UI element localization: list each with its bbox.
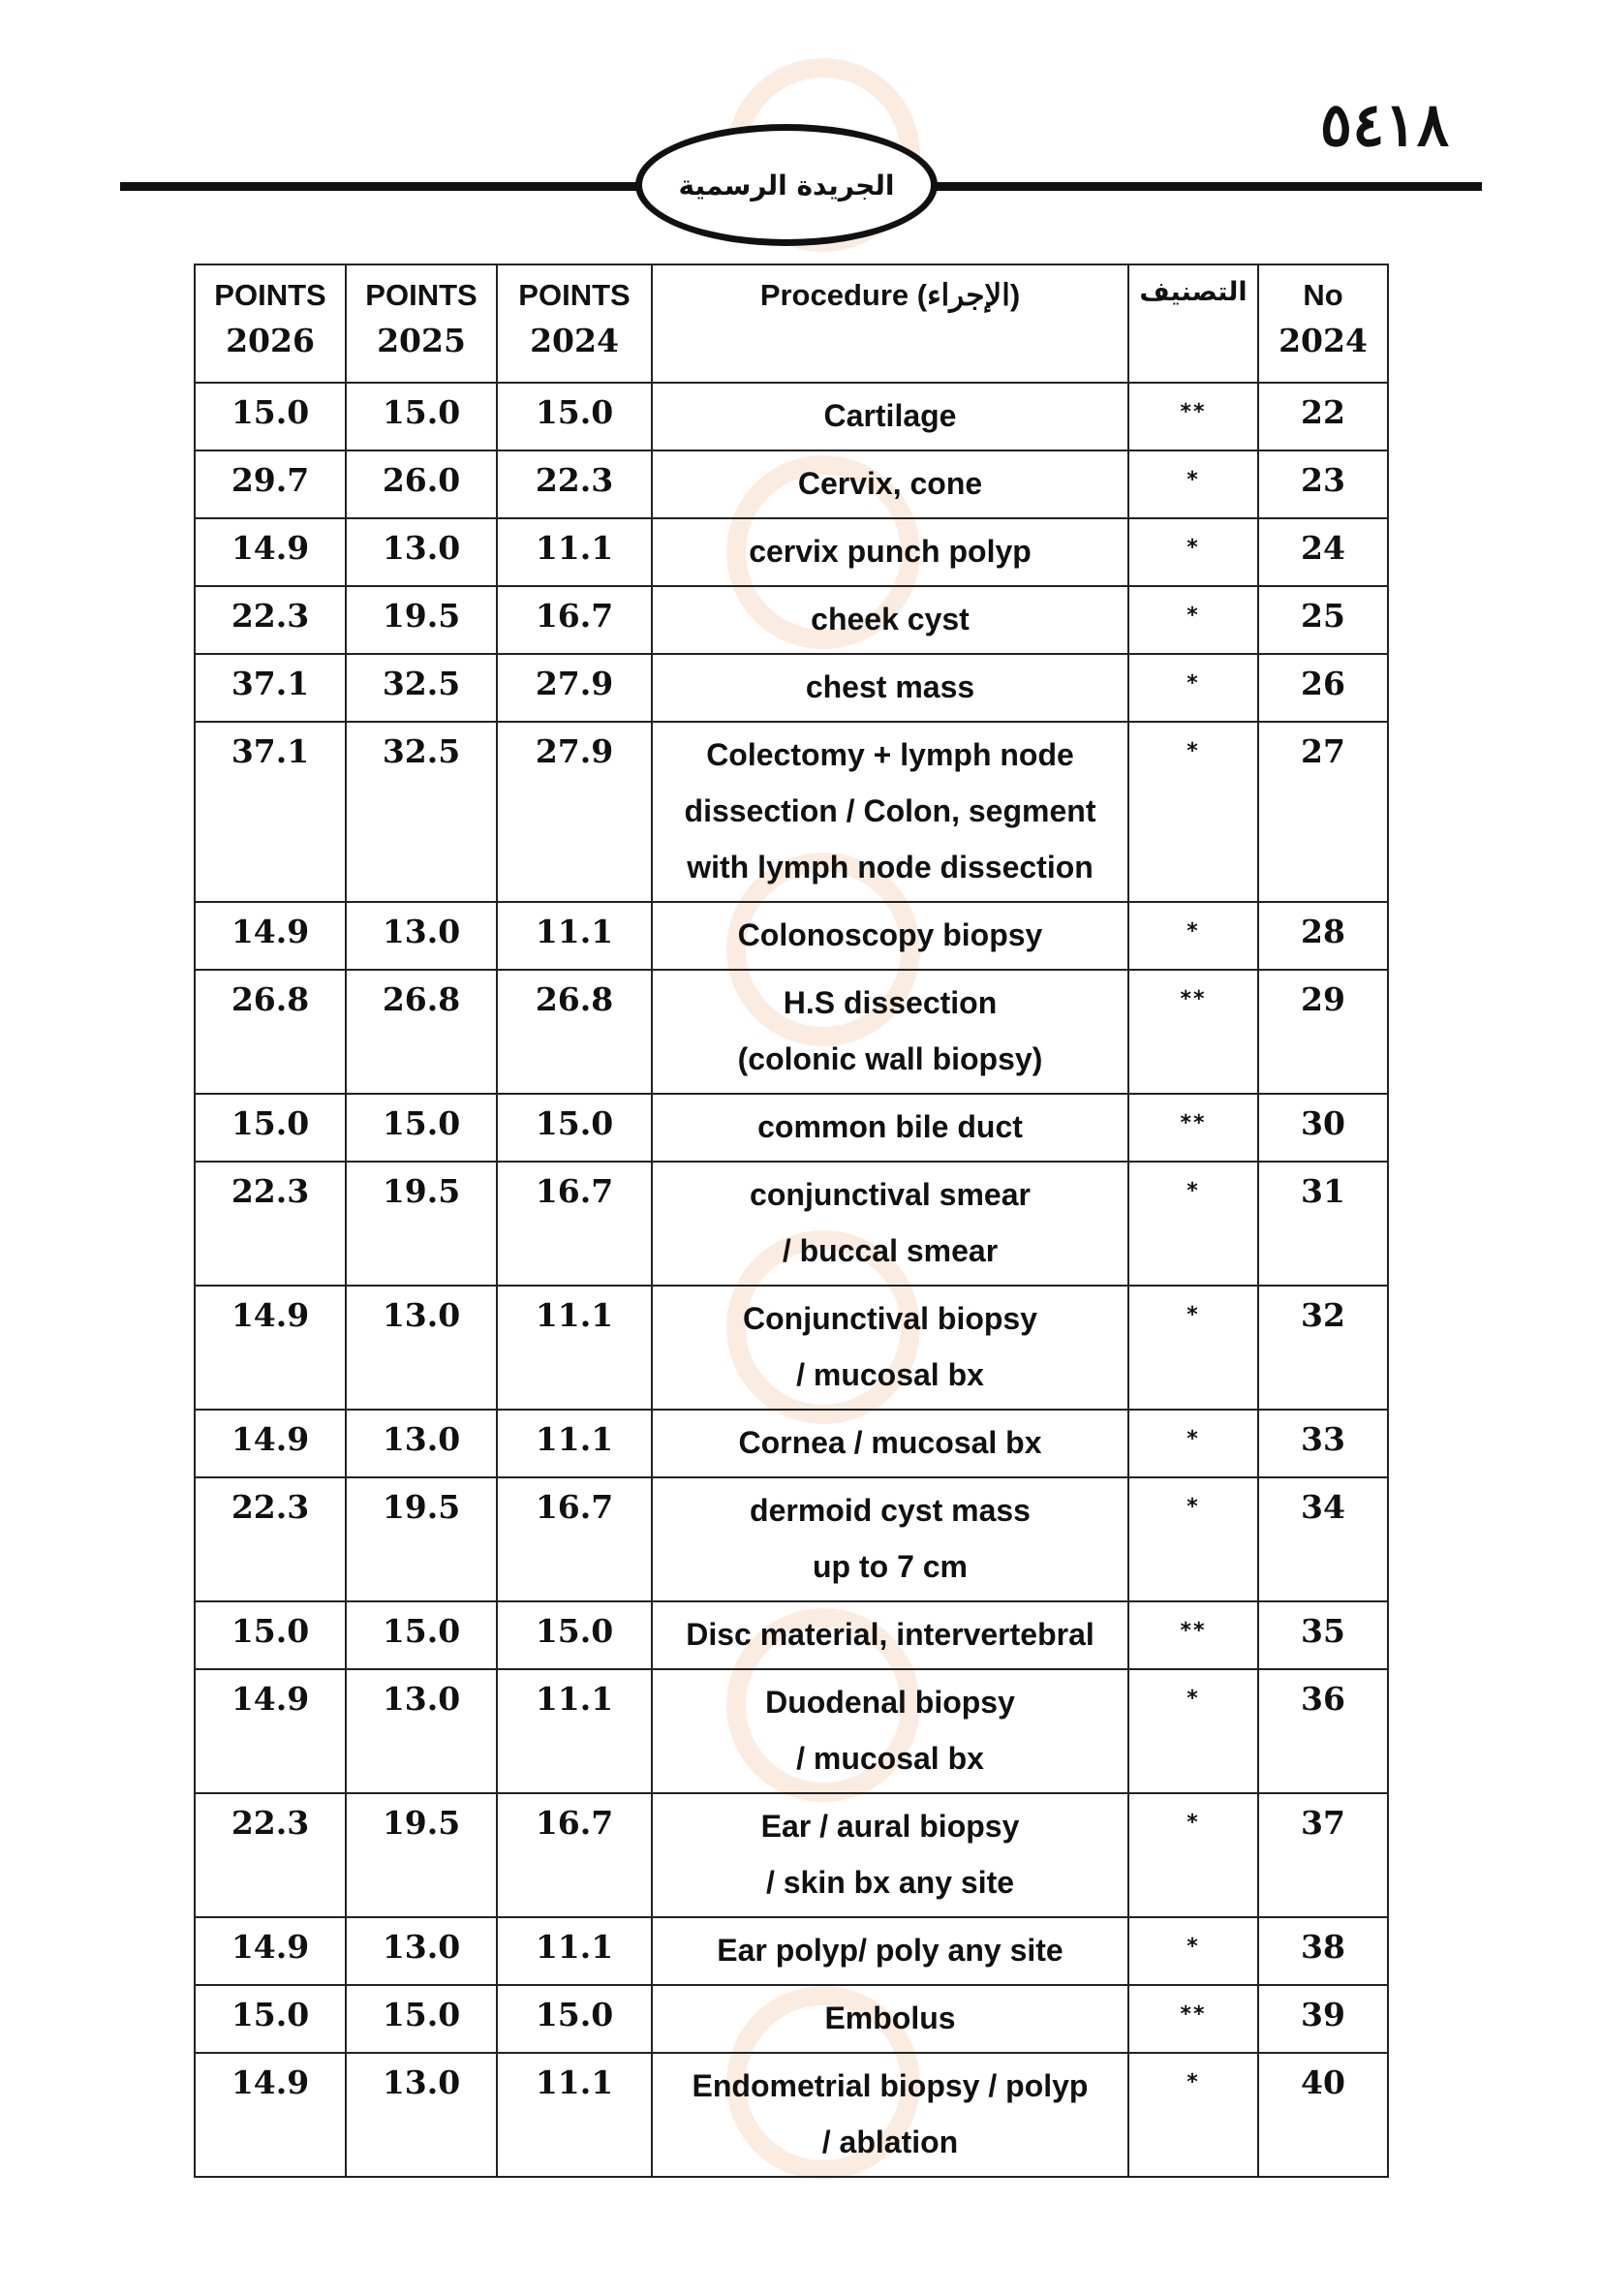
- procedure-line: / buccal smear: [782, 1233, 999, 1268]
- points-2025-cell: 19.5: [346, 1162, 497, 1286]
- classification-cell: **: [1128, 1601, 1258, 1669]
- table-row: [195, 1286, 1388, 1410]
- procedure-cell: [652, 902, 1128, 970]
- points-2024-cell: 11.1: [497, 1917, 652, 1985]
- points-2025-cell: 13.0: [346, 1669, 497, 1793]
- points-2026-cell: 26.8: [195, 970, 346, 1094]
- table-row: [195, 1094, 1388, 1162]
- procedure-line: cheek cyst: [811, 602, 970, 636]
- procedure-line: conjunctival smear: [750, 1177, 1031, 1212]
- points-2025-cell: 32.5: [346, 654, 497, 722]
- points-2026-cell: 14.9: [195, 1286, 346, 1410]
- points-2024-cell: 11.1: [497, 1410, 652, 1477]
- points-2026-cell: 37.1: [195, 722, 346, 902]
- procedure-line: cervix punch polyp: [749, 534, 1032, 569]
- classification-cell: **: [1128, 383, 1258, 450]
- procedure-line: / mucosal bx: [796, 1357, 984, 1392]
- points-2026-cell: 15.0: [195, 1094, 346, 1162]
- classification-cell: *: [1128, 1410, 1258, 1477]
- header-no: No 2024: [1258, 264, 1388, 383]
- no-cell: 33: [1258, 1410, 1388, 1477]
- points-2024-cell: 16.7: [497, 1162, 652, 1286]
- no-cell: 40: [1258, 2053, 1388, 2177]
- points-2025-cell: 26.8: [346, 970, 497, 1094]
- classification-cell: *: [1128, 518, 1258, 586]
- points-2026-cell: 14.9: [195, 1410, 346, 1477]
- procedure-line: Conjunctival biopsy: [742, 1301, 1038, 1336]
- points-2024-cell: 15.0: [497, 1601, 652, 1669]
- no-cell: 37: [1258, 1793, 1388, 1917]
- procedure-cell: [652, 970, 1128, 1094]
- classification-cell: *: [1128, 902, 1258, 970]
- table-row: [195, 722, 1388, 902]
- points-2026-cell: 15.0: [195, 383, 346, 450]
- procedure-line: dermoid cyst mass: [750, 1493, 1031, 1528]
- no-cell: 39: [1258, 1985, 1388, 2053]
- masthead-oval: [635, 124, 938, 246]
- no-cell: 27: [1258, 722, 1388, 902]
- points-2025-cell: 13.0: [346, 902, 497, 970]
- table-row: [195, 654, 1388, 722]
- classification-cell: *: [1128, 1917, 1258, 1985]
- no-cell: 32: [1258, 1286, 1388, 1410]
- points-2025-cell: 15.0: [346, 383, 497, 450]
- points-2024-cell: 27.9: [497, 654, 652, 722]
- procedure-cell: [652, 1410, 1128, 1477]
- points-2025-cell: 19.5: [346, 1793, 497, 1917]
- procedure-line: / ablation: [821, 2125, 959, 2159]
- classification-cell: *: [1128, 1477, 1258, 1601]
- points-2025-cell: 13.0: [346, 518, 497, 586]
- table-row: [195, 1917, 1388, 1985]
- points-2026-cell: 22.3: [195, 1162, 346, 1286]
- procedure-cell: [652, 1601, 1128, 1669]
- procedure-cell: [652, 1917, 1128, 1985]
- procedure-line: Colonoscopy biopsy: [737, 917, 1043, 952]
- page-number: ٥٤١٨: [1319, 89, 1449, 160]
- table-row: [195, 450, 1388, 518]
- procedure-line: Cervix, cone: [797, 466, 983, 501]
- procedure-line: / mucosal bx: [796, 1741, 984, 1776]
- classification-cell: *: [1128, 1286, 1258, 1410]
- no-cell: 23: [1258, 450, 1388, 518]
- points-2024-cell: 11.1: [497, 1286, 652, 1410]
- classification-cell: *: [1128, 450, 1258, 518]
- points-2025-cell: 13.0: [346, 2053, 497, 2177]
- table-row: [195, 2053, 1388, 2177]
- procedure-cell: [652, 1477, 1128, 1601]
- points-2024-cell: 15.0: [497, 383, 652, 450]
- no-cell: 22: [1258, 383, 1388, 450]
- header-points-2025: POINTS 2025: [346, 264, 497, 383]
- no-cell: 30: [1258, 1094, 1388, 1162]
- points-2026-cell: 14.9: [195, 1917, 346, 1985]
- classification-cell: **: [1128, 970, 1258, 1094]
- points-2025-cell: 19.5: [346, 1477, 497, 1601]
- procedure-cell: [652, 1669, 1128, 1793]
- procedure-cell: [652, 1094, 1128, 1162]
- points-2024-cell: 15.0: [497, 1985, 652, 2053]
- procedure-line: H.S dissection: [783, 985, 998, 1020]
- table-row: [195, 1162, 1388, 1286]
- no-cell: 38: [1258, 1917, 1388, 1985]
- table-row: [195, 586, 1388, 654]
- classification-cell: *: [1128, 722, 1258, 902]
- procedure-line: Ear / aural biopsy: [760, 1809, 1020, 1844]
- procedure-fee-table: [194, 264, 1389, 2178]
- points-2024-cell: 11.1: [497, 2053, 652, 2177]
- points-2025-cell: 32.5: [346, 722, 497, 902]
- points-2024-cell: 16.7: [497, 1477, 652, 1601]
- procedure-line: Ear polyp/ poly any site: [717, 1933, 1063, 1968]
- procedure-cell: [652, 450, 1128, 518]
- points-2026-cell: 14.9: [195, 518, 346, 586]
- procedure-line: Colectomy + lymph node: [706, 737, 1074, 772]
- procedure-line: Endometrial biopsy / polyp: [692, 2068, 1089, 2103]
- no-cell: 31: [1258, 1162, 1388, 1286]
- classification-cell: **: [1128, 1985, 1258, 2053]
- points-2024-cell: 22.3: [497, 450, 652, 518]
- points-2025-cell: 15.0: [346, 1094, 497, 1162]
- points-2024-cell: 16.7: [497, 1793, 652, 1917]
- table-row: [195, 518, 1388, 586]
- procedure-line: Disc material, intervertebral: [686, 1617, 1094, 1652]
- table-row: [195, 1477, 1388, 1601]
- procedure-line: with lymph node dissection: [687, 850, 1094, 884]
- points-2025-cell: 13.0: [346, 1286, 497, 1410]
- points-2026-cell: 22.3: [195, 586, 346, 654]
- no-cell: 29: [1258, 970, 1388, 1094]
- points-2025-cell: 15.0: [346, 1601, 497, 1669]
- points-2026-cell: 37.1: [195, 654, 346, 722]
- procedure-line: (colonic wall biopsy): [737, 1041, 1043, 1076]
- table-row: [195, 970, 1388, 1094]
- points-2024-cell: 15.0: [497, 1094, 652, 1162]
- classification-cell: *: [1128, 1162, 1258, 1286]
- points-2024-cell: 27.9: [497, 722, 652, 902]
- classification-cell: *: [1128, 1669, 1258, 1793]
- points-2026-cell: 22.3: [195, 1793, 346, 1917]
- procedure-cell: [652, 1793, 1128, 1917]
- procedure-cell: [652, 654, 1128, 722]
- points-2024-cell: 11.1: [497, 1669, 652, 1793]
- header-points-2024: POINTS 2024: [497, 264, 652, 383]
- table-row: [195, 383, 1388, 450]
- points-2024-cell: 26.8: [497, 970, 652, 1094]
- procedure-line: common bile duct: [757, 1109, 1023, 1144]
- points-2026-cell: 22.3: [195, 1477, 346, 1601]
- no-cell: 35: [1258, 1601, 1388, 1669]
- table-header-row: [195, 264, 1388, 383]
- no-cell: 25: [1258, 586, 1388, 654]
- no-cell: 34: [1258, 1477, 1388, 1601]
- points-2024-cell: 11.1: [497, 518, 652, 586]
- procedure-cell: [652, 383, 1128, 450]
- points-2025-cell: 13.0: [346, 1410, 497, 1477]
- table-row: [195, 1410, 1388, 1477]
- no-cell: 24: [1258, 518, 1388, 586]
- procedure-cell: [652, 1286, 1128, 1410]
- procedure-line: / skin bx any site: [765, 1865, 1015, 1900]
- header-points-2026: POINTS 2026: [195, 264, 346, 383]
- table-row: [195, 902, 1388, 970]
- points-2024-cell: 16.7: [497, 586, 652, 654]
- points-2025-cell: 26.0: [346, 450, 497, 518]
- procedure-line: Duodenal biopsy: [765, 1685, 1015, 1720]
- classification-cell: *: [1128, 654, 1258, 722]
- procedure-cell: [652, 1985, 1128, 2053]
- points-2026-cell: 14.9: [195, 902, 346, 970]
- procedure-cell: [652, 518, 1128, 586]
- table-row: [195, 1793, 1388, 1917]
- procedure-cell: [652, 722, 1128, 902]
- points-2025-cell: 13.0: [346, 1917, 497, 1985]
- gazette-title: الجريدة الرسمية: [678, 169, 895, 202]
- procedure-line: dissection / Colon, segment: [684, 793, 1096, 828]
- points-2026-cell: 15.0: [195, 1601, 346, 1669]
- points-2025-cell: 15.0: [346, 1985, 497, 2053]
- procedure-line: Embolus: [824, 2001, 956, 2035]
- points-2026-cell: 15.0: [195, 1985, 346, 2053]
- procedure-line: Cornea / mucosal bx: [738, 1425, 1042, 1460]
- procedure-cell: [652, 1162, 1128, 1286]
- header-classification: التصنيف: [1128, 264, 1258, 383]
- header-procedure: Procedure (الإجراء): [652, 264, 1128, 383]
- procedure-line: chest mass: [805, 669, 975, 704]
- table-body: [195, 383, 1388, 2177]
- points-2024-cell: 11.1: [497, 902, 652, 970]
- procedure-line: up to 7 cm: [812, 1549, 968, 1584]
- classification-cell: *: [1128, 1793, 1258, 1917]
- table-row: [195, 1985, 1388, 2053]
- classification-cell: *: [1128, 586, 1258, 654]
- table-row: [195, 1601, 1388, 1669]
- procedure-cell: [652, 2053, 1128, 2177]
- classification-cell: **: [1128, 1094, 1258, 1162]
- no-cell: 36: [1258, 1669, 1388, 1793]
- procedure-line: Cartilage: [823, 398, 957, 433]
- points-2026-cell: 14.9: [195, 2053, 346, 2177]
- classification-cell: *: [1128, 2053, 1258, 2177]
- points-2026-cell: 14.9: [195, 1669, 346, 1793]
- no-cell: 26: [1258, 654, 1388, 722]
- table-row: [195, 1669, 1388, 1793]
- points-2025-cell: 19.5: [346, 586, 497, 654]
- no-cell: 28: [1258, 902, 1388, 970]
- points-2026-cell: 29.7: [195, 450, 346, 518]
- procedure-cell: [652, 586, 1128, 654]
